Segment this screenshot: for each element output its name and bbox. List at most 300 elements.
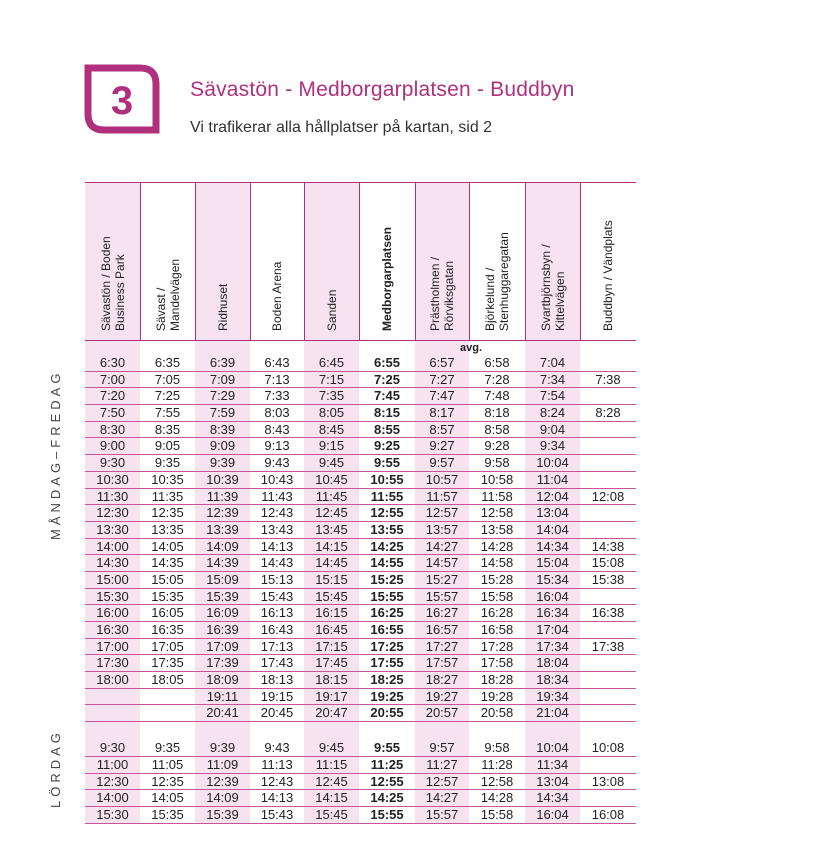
- departure-time: 19:11: [206, 688, 239, 704]
- departure-time: 16:30: [96, 622, 129, 637]
- departure-time: 10:55: [370, 471, 404, 487]
- column-bg: [304, 341, 359, 355]
- departure-time: 14:05: [151, 790, 184, 806]
- departure-time: 9:00: [99, 438, 126, 454]
- departure-time: 12:30: [96, 773, 129, 789]
- departure-time: 9:58: [484, 740, 510, 756]
- departure-time: 9:43: [264, 455, 290, 471]
- departure-time: 16:00: [96, 605, 129, 621]
- departure-time: 8:55: [373, 421, 401, 437]
- departure-time: 19:27: [425, 688, 459, 704]
- departure-time: 17:43: [260, 655, 294, 671]
- departure-time: 15:43: [260, 806, 294, 822]
- departure-time: 7:27: [429, 371, 455, 387]
- stop-name: [99, 236, 127, 331]
- departure-time: 17:38: [591, 638, 625, 654]
- departure-time: [580, 388, 636, 404]
- departure-time: 17:28: [480, 638, 514, 654]
- departure-time: 8:03: [264, 405, 290, 421]
- route-subtitle: Vi trafikerar alla hållplatser på kartan, sid 2: [190, 119, 493, 136]
- departure-time: 17:00: [96, 638, 129, 654]
- departure-time: 16:08: [591, 806, 625, 822]
- departure-time: 15:39: [206, 806, 239, 822]
- departure-time: 9:39: [209, 455, 236, 471]
- departure-time: 9:39: [209, 740, 236, 756]
- departure-time: 14:25: [370, 790, 404, 806]
- departure-time: 15:35: [151, 588, 184, 604]
- departure-time: 10:58: [480, 471, 514, 487]
- departure-time: 11:09: [206, 756, 239, 772]
- departure-time: 15:58: [480, 588, 514, 604]
- departure-time: 7:48: [484, 388, 510, 404]
- departure-time: [580, 790, 636, 806]
- stop-name-line: Boden Arena: [270, 261, 284, 331]
- column-bg: [359, 722, 415, 740]
- table-row: [85, 639, 636, 656]
- stop-name-line: Sävast /: [153, 287, 168, 331]
- departure-time: 17:57: [425, 655, 459, 671]
- departure-time: 7:55: [154, 405, 181, 421]
- departure-time: [580, 522, 636, 538]
- departure-time: 10:04: [536, 455, 569, 471]
- column-bg: [525, 722, 580, 740]
- table-row: [85, 372, 636, 389]
- column-bg: [304, 722, 359, 740]
- column-bg: [140, 341, 195, 355]
- departure-time: 8:15: [373, 405, 401, 421]
- departure-time: 17:55: [370, 655, 404, 671]
- departure-time: 15:27: [425, 571, 459, 587]
- departure-time: 16:13: [260, 605, 294, 621]
- departure-time: 12:39: [206, 505, 239, 521]
- departure-time: [580, 689, 636, 705]
- departure-time: 11:27: [426, 756, 458, 772]
- table-row: [85, 757, 636, 774]
- departure-time: 8:05: [318, 405, 345, 421]
- departure-time: 18:09: [206, 672, 239, 688]
- column-bg: [195, 341, 250, 355]
- column-bg: [580, 722, 636, 740]
- departure-time: 9:13: [264, 438, 290, 454]
- departure-time: 13:08: [591, 773, 625, 789]
- departure-time: 15:57: [425, 588, 459, 604]
- departure-time: [580, 355, 636, 371]
- saturday-block: [85, 740, 636, 823]
- departure-time: 21:04: [536, 705, 569, 721]
- departure-time: 11:45: [315, 488, 348, 504]
- column-bg: [250, 341, 304, 355]
- departure-time: 9:34: [539, 438, 566, 454]
- departure-time: 16:28: [480, 605, 514, 621]
- departure-time: 12:45: [315, 505, 348, 521]
- departure-time: 15:43: [260, 588, 294, 604]
- departure-time: 19:25: [370, 688, 404, 704]
- table-row: [85, 438, 636, 455]
- departure-time: 12:57: [425, 505, 459, 521]
- departure-time: 9:45: [318, 740, 345, 756]
- departure-time: 10:57: [425, 471, 459, 487]
- departure-time: 7:35: [318, 388, 345, 404]
- departure-time: 18:04: [536, 655, 569, 671]
- column-bg: [140, 722, 195, 740]
- departure-time: 15:30: [96, 588, 129, 604]
- departure-time: 16:57: [425, 622, 459, 637]
- column-bg: [195, 722, 250, 740]
- departure-time: 20:47: [315, 705, 348, 721]
- stop-name-line: Prästholmen /: [428, 256, 442, 331]
- stop-name: [270, 262, 284, 331]
- departure-time: 15:55: [370, 806, 404, 822]
- departure-time: 20:45: [260, 705, 294, 721]
- weekday-label: MÅNDAG–FREDAG: [48, 369, 63, 540]
- departure-time: 8:57: [429, 421, 455, 437]
- departure-time: 15:05: [151, 571, 184, 587]
- departure-time: 15:45: [315, 806, 348, 822]
- departure-time: 9:28: [484, 438, 510, 454]
- departure-time: 7:25: [373, 371, 401, 387]
- departure-time: 16:39: [206, 622, 239, 637]
- departure-time: 9:43: [264, 740, 290, 756]
- departure-time: 15:34: [536, 571, 569, 587]
- departure-time: 7:15: [318, 371, 345, 387]
- departure-time: 7:20: [99, 388, 126, 404]
- departure-time: [580, 472, 636, 488]
- departure-time: [85, 689, 140, 705]
- departure-time: 17:13: [260, 638, 294, 654]
- departure-time: 11:39: [206, 488, 239, 504]
- departure-time: 13:43: [260, 521, 294, 537]
- departure-time: 9:35: [154, 740, 181, 756]
- departure-time: 11:43: [261, 488, 293, 504]
- departure-time: 11:35: [151, 488, 184, 504]
- departure-time: 18:27: [425, 672, 459, 688]
- stop-name: [216, 284, 230, 331]
- departure-time: 12:39: [206, 773, 239, 789]
- departure-time: 8:43: [264, 421, 290, 437]
- departure-time: 9:04: [539, 421, 566, 437]
- departure-time: 11:15: [315, 756, 348, 772]
- departure-time: 17:58: [480, 655, 514, 671]
- departure-time: 8:18: [484, 405, 510, 421]
- departure-time: [580, 589, 636, 605]
- stop-name: [428, 257, 456, 331]
- column-bg: [580, 341, 636, 355]
- table-row: [85, 589, 636, 606]
- departure-time: 14:43: [260, 555, 294, 571]
- departure-time: 14:28: [480, 790, 514, 806]
- departure-time: 8:35: [154, 421, 181, 437]
- departure-time: 18:13: [260, 672, 294, 688]
- column-bg: [525, 341, 580, 355]
- table-row: [85, 489, 636, 506]
- stop-name: [154, 259, 182, 331]
- departure-time: 11:00: [96, 756, 129, 772]
- departure-time: 12:55: [370, 505, 404, 521]
- departure-time: 13:04: [536, 505, 569, 521]
- table-row: [85, 572, 636, 589]
- stop-name: [325, 290, 339, 331]
- avg-label: avg.: [459, 342, 482, 354]
- departure-time: 6:55: [373, 355, 401, 370]
- departure-time: 9:55: [373, 455, 401, 471]
- departure-time: 16:35: [151, 622, 184, 637]
- departure-time: 13:55: [370, 521, 404, 537]
- departure-time: 11:58: [481, 488, 513, 504]
- stop-name-line: Sanden: [324, 289, 339, 331]
- departure-time: 15:08: [591, 555, 625, 571]
- avg-row: [85, 341, 636, 355]
- departure-time: 11:25: [370, 756, 404, 772]
- departure-time: 11:34: [536, 756, 569, 772]
- departure-time: 9:25: [373, 438, 401, 454]
- departure-time: 12:55: [370, 773, 404, 789]
- departure-time: 14:13: [260, 538, 294, 554]
- departure-time: 15:38: [591, 571, 625, 587]
- departure-time: 10:35: [151, 471, 184, 487]
- departure-time: 8:17: [429, 405, 455, 421]
- column-bg: [85, 722, 140, 740]
- departure-time: 14:35: [151, 555, 184, 571]
- departure-time: 14:09: [206, 538, 239, 554]
- departure-time: [140, 689, 195, 705]
- departure-time: 8:39: [209, 421, 236, 437]
- timetable: [85, 182, 636, 824]
- departure-time: 19:17: [315, 688, 348, 704]
- departure-time: [580, 622, 636, 638]
- departure-time: 10:39: [206, 471, 239, 487]
- departure-time: 18:00: [96, 672, 129, 688]
- departure-time: 17:34: [536, 638, 569, 654]
- departure-time: 14:00: [96, 538, 129, 554]
- stop-name-line: Stenhuggaregatan: [497, 232, 511, 331]
- departure-time: 15:00: [96, 571, 129, 587]
- departure-time: 16:09: [206, 605, 239, 621]
- departure-time: 14:34: [536, 538, 569, 554]
- departure-time: 13:35: [151, 521, 184, 537]
- departure-time: 15:35: [151, 806, 184, 822]
- departure-time: 18:34: [536, 672, 569, 688]
- table-row: [85, 774, 636, 791]
- departure-time: 17:45: [315, 655, 348, 671]
- departure-time: 17:15: [315, 638, 348, 654]
- table-row: [85, 622, 636, 639]
- departure-time: 14:25: [370, 538, 404, 554]
- departure-time: 14:38: [591, 538, 625, 554]
- departure-time: [580, 505, 636, 521]
- table-row: [85, 505, 636, 522]
- departure-time: [580, 757, 636, 773]
- departure-time: 14:30: [96, 555, 129, 571]
- departure-time: 12:43: [260, 773, 294, 789]
- departure-time: 13:30: [96, 521, 129, 537]
- departure-time: 7:04: [539, 355, 566, 370]
- departure-time: 14:09: [206, 790, 239, 806]
- departure-time: 9:27: [429, 438, 455, 454]
- table-row: [85, 522, 636, 539]
- departure-time: 6:35: [154, 355, 181, 370]
- departure-time: 12:30: [96, 505, 129, 521]
- departure-time: 14:39: [206, 555, 239, 571]
- stop-name-line: Rörviksgatan: [442, 260, 456, 331]
- departure-time: 12:58: [480, 773, 514, 789]
- departure-time: 6:57: [429, 355, 455, 370]
- table-row: [85, 689, 636, 706]
- departure-time: 12:04: [536, 488, 569, 504]
- departure-time: 14:58: [480, 555, 514, 571]
- departure-time: 7:45: [373, 388, 401, 404]
- departure-time: 17:05: [151, 638, 184, 654]
- departure-time: 10:08: [591, 740, 625, 756]
- departure-time: 17:25: [370, 638, 404, 654]
- departure-time: 16:45: [315, 622, 348, 637]
- departure-time: 18:05: [151, 672, 184, 688]
- departure-time: 7:05: [154, 371, 181, 387]
- departure-time: 19:28: [480, 688, 514, 704]
- departure-time: 16:55: [370, 622, 404, 637]
- departure-time: 7:28: [484, 371, 510, 387]
- departure-time: 15:55: [370, 588, 404, 604]
- departure-time: 20:58: [480, 705, 514, 721]
- departure-time: 15:13: [260, 571, 294, 587]
- departure-time: 13:39: [206, 521, 239, 537]
- departure-time: 7:38: [595, 371, 621, 387]
- departure-time: 11:04: [536, 471, 569, 487]
- departure-time: 7:34: [539, 371, 566, 387]
- departure-time: 8:28: [595, 405, 621, 421]
- departure-time: 12:45: [315, 773, 348, 789]
- column-bg: [415, 722, 469, 740]
- block-gap: [85, 722, 636, 740]
- departure-time: 16:43: [260, 622, 294, 637]
- departure-time: 14:27: [425, 790, 459, 806]
- table-row: [85, 472, 636, 489]
- departure-time: 7:00: [99, 371, 126, 387]
- departure-time: 7:25: [154, 388, 181, 404]
- departure-time: [580, 422, 636, 438]
- departure-time: 9:30: [99, 740, 126, 756]
- departure-time: 14:04: [536, 521, 569, 537]
- departure-time: 14:00: [96, 790, 129, 806]
- departure-time: 12:35: [151, 773, 184, 789]
- departure-time: [580, 455, 636, 471]
- departure-time: 14:13: [260, 790, 294, 806]
- departure-time: 15:39: [206, 588, 239, 604]
- table-row: [85, 422, 636, 439]
- departure-time: [85, 705, 140, 721]
- departure-time: 19:34: [536, 688, 569, 704]
- stop-name-line: Kittelvägen: [552, 271, 567, 331]
- departure-time: 9:57: [429, 455, 455, 471]
- departure-time: 11:55: [370, 488, 404, 504]
- stop-name: [483, 232, 511, 331]
- departure-time: 7:09: [209, 371, 236, 387]
- column-bg: [469, 722, 525, 740]
- departure-time: 17:39: [206, 655, 239, 671]
- departure-time: 20:41: [206, 705, 239, 721]
- departure-time: 11:28: [481, 756, 513, 772]
- departure-time: 17:04: [536, 622, 569, 637]
- departure-time: [140, 705, 195, 721]
- stop-name: [380, 227, 394, 331]
- departure-time: 14:15: [315, 790, 348, 806]
- table-row: [85, 672, 636, 689]
- departure-time: 9:35: [154, 455, 181, 471]
- departure-time: [580, 438, 636, 454]
- departure-time: 8:30: [99, 421, 126, 437]
- departure-time: 16:25: [370, 605, 404, 621]
- column-bg: [85, 341, 140, 355]
- departure-time: 15:28: [480, 571, 514, 587]
- departure-time: 14:28: [480, 538, 514, 554]
- stop-name-line: Svartbjörnsbyn /: [538, 244, 553, 331]
- departure-time: 9:58: [484, 455, 510, 471]
- departure-time: 16:27: [425, 605, 459, 621]
- table-row: [85, 355, 636, 372]
- departure-time: 6:45: [318, 355, 345, 370]
- departure-time: 12:08: [591, 488, 625, 504]
- departure-time: 10:45: [315, 471, 348, 487]
- departure-time: 6:30: [99, 355, 126, 370]
- departure-time: 7:13: [264, 371, 290, 387]
- departure-time: 13:57: [425, 521, 459, 537]
- saturday-label: LÖRDAG: [48, 729, 63, 808]
- departure-time: 15:30: [96, 806, 129, 822]
- departure-time: 15:58: [480, 806, 514, 822]
- stop-name: [601, 220, 615, 331]
- departure-time: 20:55: [370, 705, 404, 721]
- departure-time: 12:43: [260, 505, 294, 521]
- departure-time: 17:35: [151, 655, 184, 671]
- departure-time: 14:55: [370, 555, 404, 571]
- departure-time: 18:25: [370, 672, 404, 688]
- table-row: [85, 740, 636, 757]
- departure-time: 15:25: [370, 571, 404, 587]
- stop-name: [539, 244, 567, 331]
- table-row: [85, 539, 636, 556]
- departure-time: 12:57: [425, 773, 459, 789]
- table-row: [85, 705, 636, 722]
- departure-time: 10:30: [96, 471, 129, 487]
- departure-time: 15:09: [206, 571, 239, 587]
- departure-time: 11:57: [426, 488, 458, 504]
- route-title: Sävastön - Medborgarplatsen - Buddbyn: [190, 78, 575, 101]
- departure-time: 15:57: [425, 806, 459, 822]
- departure-time: 19:15: [260, 688, 294, 704]
- departure-time: 16:04: [536, 806, 569, 822]
- departure-time: 16:04: [536, 588, 569, 604]
- stop-name-line: Medborgarplatsen: [380, 226, 394, 331]
- departure-time: 6:43: [264, 355, 290, 370]
- departure-time: 8:45: [318, 421, 345, 437]
- stop-name-line: Ridhuset: [215, 283, 230, 331]
- table-row: [85, 790, 636, 807]
- table-row: [85, 405, 636, 422]
- route-number: 3: [110, 79, 134, 123]
- column-bg: [250, 722, 304, 740]
- departure-time: [580, 655, 636, 671]
- departure-time: 16:15: [315, 605, 348, 621]
- departure-time: 10:04: [536, 740, 569, 756]
- departure-time: 13:45: [315, 521, 348, 537]
- departure-time: 14:27: [425, 538, 459, 554]
- departure-time: 17:27: [425, 638, 459, 654]
- table-row: [85, 655, 636, 672]
- departure-time: 20:57: [425, 705, 459, 721]
- departure-time: 14:57: [425, 555, 459, 571]
- departure-time: 7:47: [429, 388, 455, 404]
- departure-time: 11:05: [151, 756, 184, 772]
- stop-header: [85, 182, 636, 341]
